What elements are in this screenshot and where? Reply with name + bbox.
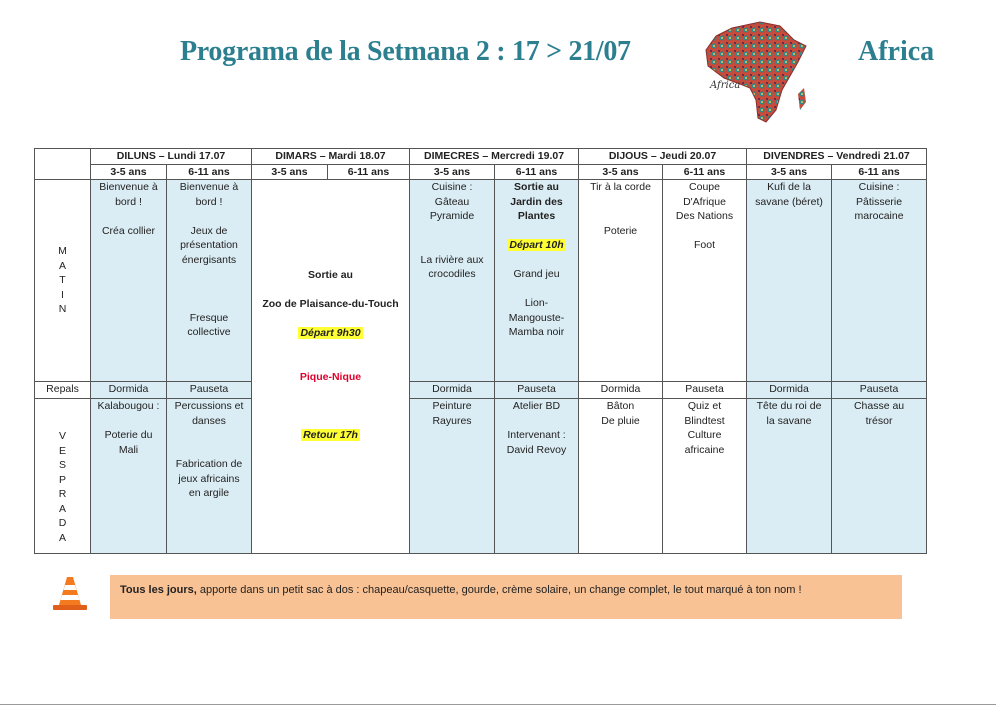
matin-lundi-old: Bienvenue à bord ! Jeux de présentation énergisants Fresque collective <box>167 180 252 382</box>
bottom-divider <box>0 704 996 705</box>
matin-vendredi-old: Cuisine : Pâtisserie marocaine <box>832 180 927 382</box>
age-young: 3-5 ans <box>91 164 167 180</box>
vesprada-mercredi-old: Atelier BD Intervenant : David Revoy <box>495 399 579 554</box>
age-young: 3-5 ans <box>410 164 495 180</box>
vesprada-lundi-young: Kalabougou : Poterie du Mali <box>91 399 167 554</box>
repas-vendredi-young: Dormida <box>747 382 832 399</box>
africa-map-icon <box>702 18 810 128</box>
matin-row <box>35 180 927 382</box>
matin-vendredi-young: Kufi de la savane (béret) <box>747 180 832 382</box>
repas-mercredi-young: Dormida <box>410 382 495 399</box>
matin-mercredi-young: Cuisine : Gâteau Pyramide La rivière aux crocodiles <box>410 180 495 382</box>
vesprada-label: V E S P R A D A <box>35 399 91 554</box>
repas-row <box>35 382 927 399</box>
age-old: 6-11 ans <box>663 164 747 180</box>
vesprada-vendredi-old: Chasse au trésor <box>832 399 927 554</box>
depart-mardi-badge: Départ 9h30 <box>300 327 361 339</box>
mardi-outing: Sortie au Zoo de Plaisance-du-Touch Départ 9h30 Pique-Nique Retour 17h <box>252 180 410 554</box>
day-header-row <box>35 149 927 165</box>
repas-vendredi-old: Pauseta <box>832 382 927 399</box>
repas-lundi-young: Dormida <box>91 382 167 399</box>
age-young: 3-5 ans <box>579 164 663 180</box>
pique-nique-label: Pique-Nique <box>299 370 362 383</box>
repas-label: Repals <box>35 382 91 399</box>
age-header-row <box>35 164 927 180</box>
matin-jeudi-old: Coupe D'Afrique Des Nations Foot <box>663 180 747 382</box>
map-label: Africa <box>710 80 741 91</box>
day-vendredi: DIVENDRES – Vendredi 21.07 <box>747 149 927 165</box>
daily-reminder-note <box>110 575 902 619</box>
traffic-cone-icon <box>50 573 90 613</box>
age-old: 6-11 ans <box>328 164 410 180</box>
vesprada-jeudi-old: Quiz et Blindtest Culture africaine <box>663 399 747 554</box>
schedule-table <box>34 148 927 554</box>
note-text: apporte dans un petit sac à dos : chapeau/casquette, gourde, crème solaire, un change complet, le tout marqué à ton nom ! <box>196 584 802 596</box>
age-old: 6-11 ans <box>832 164 927 180</box>
day-mardi: DIMARS – Mardi 18.07 <box>252 149 410 165</box>
vesprada-lundi-old: Percussions et danses Fabrication de jeux africains en argile <box>167 399 252 554</box>
age-young: 3-5 ans <box>747 164 832 180</box>
age-old: 6-11 ans <box>495 164 579 180</box>
day-mercredi: DIMECRES – Mercredi 19.07 <box>410 149 579 165</box>
age-old: 6-11 ans <box>167 164 252 180</box>
matin-jeudi-young: Tir à la corde Poterie <box>579 180 663 382</box>
vesprada-row <box>35 399 927 554</box>
repas-jeudi-young: Dormida <box>579 382 663 399</box>
repas-jeudi-old: Pauseta <box>663 382 747 399</box>
vesprada-jeudi-young: Bâton De pluie <box>579 399 663 554</box>
repas-lundi-old: Pauseta <box>167 382 252 399</box>
matin-mercredi-old: Sortie au Jardin des Plantes Départ 10h Grand jeu Lion- Mangouste- Mamba noir <box>495 180 579 382</box>
theme-title: Africa <box>858 36 935 67</box>
repas-mercredi-old: Pauseta <box>495 382 579 399</box>
matin-label: M A T I N <box>35 180 91 382</box>
depart-mercredi-badge: Départ 10h <box>509 239 564 251</box>
vesprada-vendredi-young: Tête du roi de la savane <box>747 399 832 554</box>
day-lundi: DILUNS – Lundi 17.07 <box>91 149 252 165</box>
age-young: 3-5 ans <box>252 164 328 180</box>
retour-mardi-badge: Retour 17h <box>303 428 358 441</box>
day-jeudi: DIJOUS – Jeudi 20.07 <box>579 149 747 165</box>
vesprada-mercredi-young: Peinture Rayures <box>410 399 495 554</box>
corner-cell <box>35 149 91 180</box>
page-title: Programa de la Setmana 2 : 17 > 21/07 <box>180 36 631 67</box>
note-bold-lead: Tous les jours, <box>120 584 197 596</box>
matin-lundi-young: Bienvenue à bord ! Créa collier <box>91 180 167 382</box>
